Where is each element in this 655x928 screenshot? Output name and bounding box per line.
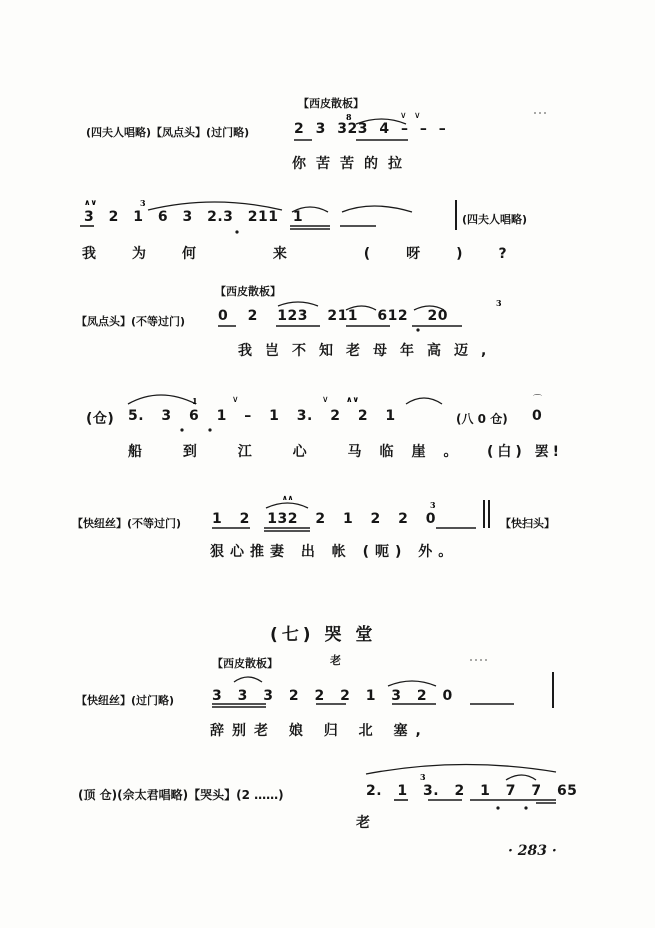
line3-notes: 0 2 123 211 612 20 <box>218 308 449 324</box>
low-dot <box>524 806 527 809</box>
breath-mark: ∨ <box>400 111 407 121</box>
line6-lyric: 辞别老 娘 归 北 塞, <box>210 723 429 739</box>
slur <box>278 302 318 306</box>
grace-note: 3 <box>496 298 502 308</box>
slur <box>346 306 376 310</box>
page-number: · 283 · <box>508 843 557 859</box>
grace-note: 3 <box>420 772 426 782</box>
slur <box>148 202 282 210</box>
breath-mark: ∨ <box>322 395 329 405</box>
ornament-mark: ∧∧ <box>282 493 294 502</box>
slur <box>342 206 412 212</box>
grace-note: 3 <box>430 500 436 510</box>
line4-notes: 5. 3 6 1 – 1 3. 2 2 1 <box>128 408 396 424</box>
line3-lyric: 我岂不知老母年高迈, <box>238 343 500 359</box>
slur <box>234 677 262 682</box>
ornament-mark: ∧∨ <box>346 394 359 404</box>
line6-bracket: 【西皮散板】 <box>212 657 278 670</box>
line7-prefix: (顶 仓)(佘太君唱略)【哭头】(2 ……) <box>78 788 284 802</box>
line3-prefix: 【凤点头】(不等过门) <box>76 315 186 328</box>
line5-notes: 1 2 132 2 1 2 2 0 <box>212 511 437 527</box>
low-dot <box>416 328 419 331</box>
breath-mark: ∨ <box>232 395 239 405</box>
line2-notes: 3 2 1 6 3 2.3 211 1 <box>84 209 304 225</box>
line2-lyric: 我为何 来 (呀)? <box>82 246 543 262</box>
slur <box>266 503 308 508</box>
slur <box>414 306 444 310</box>
low-dot <box>208 428 211 431</box>
line3-bracket: 【西皮散板】 <box>215 285 281 298</box>
grace-note: 1 <box>192 396 198 406</box>
slur <box>356 119 406 124</box>
line4-prefix: (仓) <box>86 411 115 427</box>
line5-suffix: 【快扫头】 <box>500 517 555 530</box>
slur <box>366 764 556 774</box>
line1-notes: 2 3 323 4 – – – <box>294 121 447 137</box>
slur <box>506 775 536 780</box>
line1-prefix: (四夫人唱略)【凤点头】(过门略) <box>86 126 250 139</box>
grace-note: 8 <box>346 112 352 122</box>
low-dot <box>496 806 499 809</box>
line7-notes: 2. 1 3. 2 1 7 7 65 <box>366 783 578 799</box>
breath-mark: ∨ <box>414 111 421 121</box>
fermata: ⌒ <box>533 395 543 405</box>
slur <box>406 398 442 404</box>
line5-prefix: 【快纽丝】(不等过门) <box>72 517 182 530</box>
grace-note: 3 <box>140 198 146 208</box>
line4-lyric: 船 到 江 心 马临崖。 <box>128 444 476 460</box>
slur <box>292 207 328 212</box>
line1-lyric: 你苦苦的拉 <box>292 156 412 172</box>
ornament-mark: ∧∨ <box>84 197 97 207</box>
low-dot <box>180 428 183 431</box>
line1-bracket: 【西皮散板】 <box>298 97 364 110</box>
section-title: (七) 哭 堂 <box>270 625 377 645</box>
line6-prefix: 【快纽丝】(过门略) <box>76 694 175 707</box>
slur <box>388 681 436 686</box>
line4-mid: (八 0 仓) <box>456 412 508 426</box>
line4-end-note: 0 <box>532 408 543 424</box>
line6-overmark: 老 <box>330 654 341 667</box>
line2-suffix: (四夫人唱略) <box>462 213 528 226</box>
line6-notes: 3 3 3 2 2 2 1 3 2 0 <box>212 688 453 704</box>
line4-suffix: (白) 罢! <box>487 444 564 460</box>
slur <box>128 395 196 404</box>
low-dot <box>235 230 238 233</box>
line7-lyric: 老 <box>356 815 380 831</box>
line5-lyric: 狠心推妻 出 帐 (呃) 外。 <box>210 544 459 560</box>
